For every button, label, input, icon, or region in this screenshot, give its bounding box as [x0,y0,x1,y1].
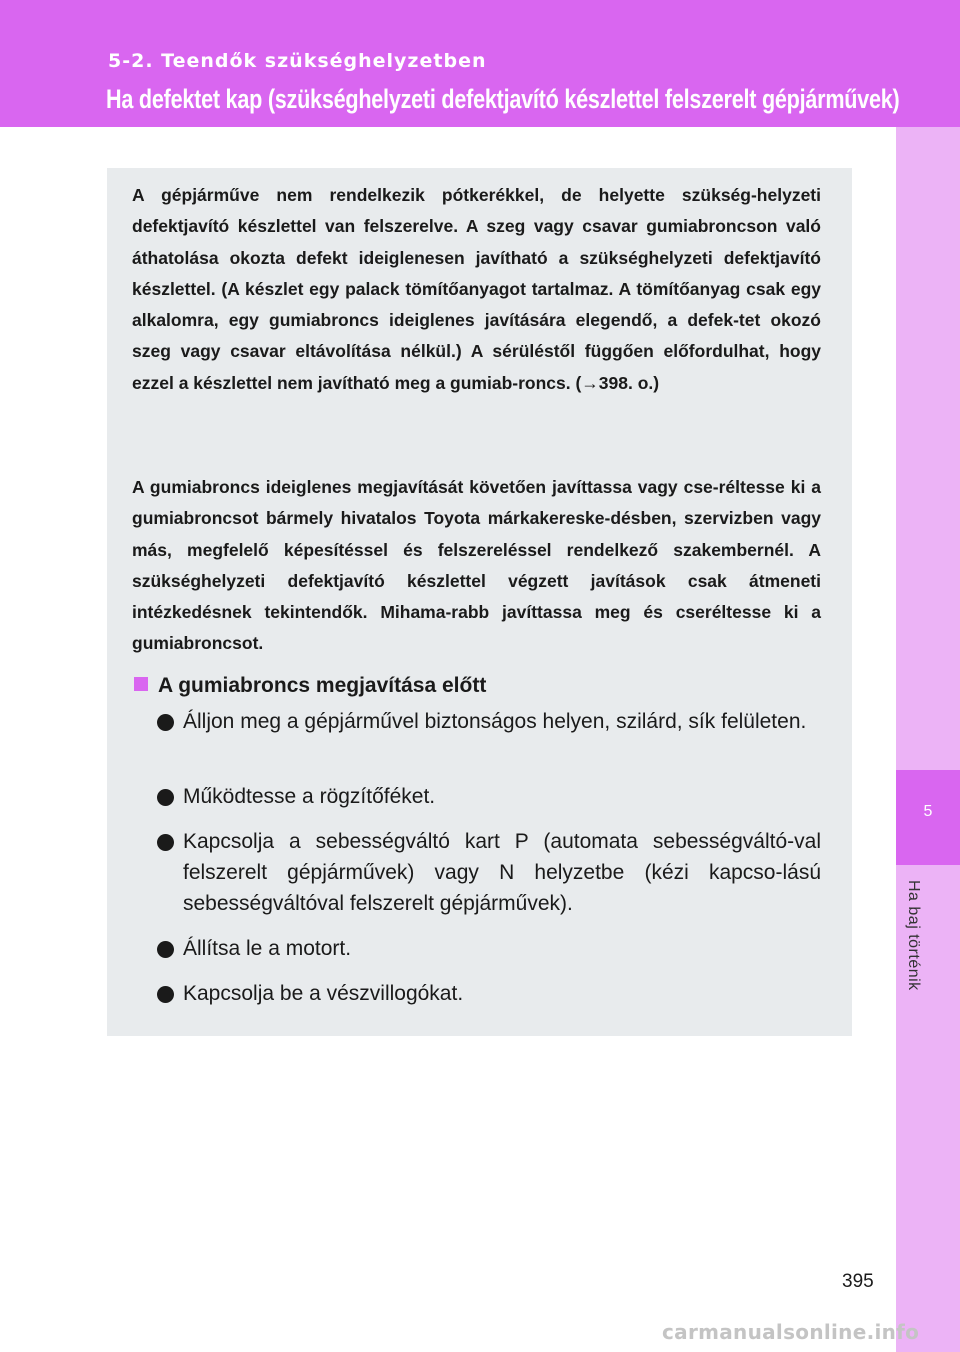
list-item [157,781,821,812]
square-bullet-icon [134,677,148,691]
section-label: 5-2. Teendők szükséghelyzetben [108,50,487,72]
chapter-title: Ha baj történik [905,880,922,991]
chapter-side-tab [896,127,960,1352]
intro-paragraph: A gumiabroncs ideiglenes megjavítását követően javíttassa vagy cse-réltesse ki a gumiabroncsot bármely hivatalos Toyota márkakereske-désben, szervizben vagy más, megfelelő képesítéssel és felszereléssel rendelkező szakembernél. A szükséghelyzeti defektjavító készlettel végzett javítások csak átmeneti intézkedésnek tekintendők. Mihama-rabb javíttassa meg és cseréltesse ki a gumiabroncsot. [132,477,821,654]
bullet-dot-icon [157,941,174,958]
intro-paragraph: A gépjárműve nem rendelkezik pótkerékkel, de helyette szükség-helyzeti defektjavító készlettel van felszerelve. A szeg vagy csavar gumiabroncson való áthatolása okozta defekt ideiglenesen javítható a szükséghelyzeti defektjavító készlettel. (A készlet egy palack tömítőanyagot tartalmaz. A tömítőanyag csak egy alkalomra, egy gumiabroncs ideiglenes javítására elegendő, a defek-tet okozó szeg vagy csavar eltávolítása nélkül.) A sérüléstől függően előfordulhat, hogy ezzel a készlettel nem javítható meg a gumiab-roncs. (→398. o.) [132,185,821,393]
list-item [157,706,821,737]
bullet-dot-icon [157,714,174,731]
list-item-text: Kapcsolja be a vészvillogókat. [183,982,464,1005]
list-item [157,933,821,964]
subheading [134,672,486,700]
chapter-number: 5 [923,803,933,820]
list-item-text: Állítsa le a motort. [183,937,352,960]
list-item-text: Működtesse a rögzítőféket. [183,785,436,808]
page-title: Ha defektet kap (szükséghelyzeti defektjavító készlettel felszerelt gépjárművek) [106,84,900,114]
subheading-text: A gumiabroncs megjavítása előtt [158,674,487,697]
watermark: carmanualsonline.info [662,1320,920,1344]
list-item [157,826,821,919]
chapter-header [0,0,960,127]
list-item-text: Kapcsolja a sebességváltó kart P (automata sebességváltó-val felszerelt gépjárművek) vagy N helyzetbe (kézi kapcso-lású sebességváltóval felszerelt gépjárművek). [183,830,821,915]
bullet-dot-icon [157,789,174,806]
list-item [157,978,821,1009]
bullet-dot-icon [157,834,174,851]
list-item-text: Álljon meg a gépjárművel biztonságos helyen, szilárd, sík felületen. [183,710,807,733]
page-number: 395 [842,1271,874,1292]
bullet-dot-icon [157,986,174,1003]
